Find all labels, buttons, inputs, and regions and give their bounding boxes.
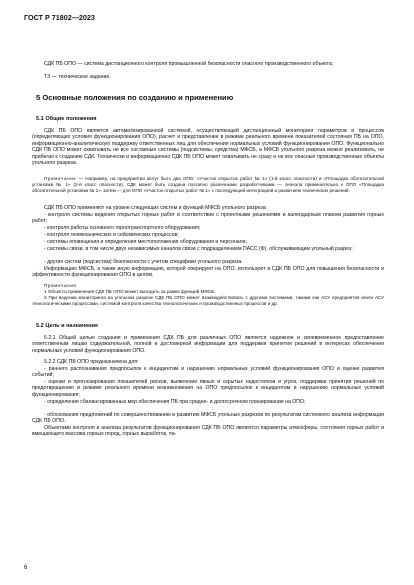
paragraph: 5.2.2 СДК ПБ ОПО предназначена для: (44, 359, 139, 365)
subsection-title: 5.1 Общие положения (36, 116, 97, 122)
intro-line-1: СДК ПБ ОПО — система дистанционного контроля промышленной безопасности опасного производственного объекта; (44, 61, 334, 67)
list-item: - контроля геомеханических и сейсмических процессов; (44, 232, 179, 238)
note-item: 2 При ведении мониторинга на угольном разрезе СДК ПБ ОПО может взаимодействовать с другими системами, такими как АСУ предприятия и/или АСУ технологическими процессами, системой контроля качества технологических и производственных процессов и др. (32, 295, 384, 306)
paragraph: СДК ПБ ОПО применяют на уровне следующих систем и функций МФСБ угольного разреза: (44, 205, 268, 211)
intro-line-2: ТЗ — техническое задание. (44, 74, 111, 80)
paragraph: Информацию МФСБ, а также иную информацию, которой оперируют на ОПО, используют в СДК ПБ ОПО для повышения безопасности и эффективности функционирования ОПО в целом. (32, 266, 384, 279)
list-item: - контроля системы ведения открытых горных работ в соответствии с проектными решениями и календарным планом развития горных работ; (32, 212, 384, 225)
subsection-title: 5.2 Цель и назначение (36, 323, 99, 329)
list-item: - определения сбалансированных мер обеспечения ПБ при средне- и долгосрочном планировании на ОПО; (44, 399, 306, 405)
note (32, 176, 384, 193)
list-item: - системы связи, в том числе двух независимых каналов связи с подразделением ПАСС (Ф), обслуживающим угольный разрез; (44, 246, 353, 252)
list-item: - других систем (подсистем) безопасности с учетом специфики угольного разреза. (44, 259, 243, 265)
paragraph: 5.2.1 Общей целью создания и применения СДК ПБ для различных ОПО является надежное и своевременное предоставление ответственным лицам содержательной, полной и достоверной информации для поддержки принятия решений в интересах обеспечения нормальных условий функционирования ОПО. (32, 335, 384, 354)
page-header: ГОСТ Р 71802—2023 (24, 13, 95, 22)
list-item: - системы оповещения и определения местоположения оборудования и персонала; (44, 239, 247, 245)
paragraph: Объектами контроля и анализа результатов функционирования СДК ПБ ОПО являются параметры атмосферы, состояния горных работ и вмещающего массива горных пород, горных выработок, па- (32, 425, 384, 438)
list-item: - оценки и прогнозирования показателей рисков, выявления явных и скрытых недостатков и угроз, поддержки принятия решений по предотвращению в режиме реального времени возникновения на ОПО предпосылок к инцидентам и нарушению нормальных условий функционирования; (32, 379, 384, 398)
note-text: — Например, на предприятии могут быть два ОПО: «Участок открытых работ № 1» (1-й класс опасности) и «Площадка обогатительной установки № 1» (2-й класс опасности). СДК может быть создана поэтапно различными разработчиками — сначала применительно к ОПО «Площадка обогатительной установки № 1», затем — для ОПО «Участок открытых работ № 1» с последующей интеграцией и развитием технических решений. (32, 176, 384, 193)
note-label: Примечание (44, 176, 77, 181)
paragraph: СДК ПБ ОПО является автоматизированной системой, осуществляющей дистанционный мониторинг параметров и процессов (определяющих условия функционирования ОПО), расчет и представление в режиме реального времени показателей состояния ПБ на ОПО, информационно-аналитическую поддержку ответственных лиц для обеспечения нормальных условий функционирования ОПО. Функционально СДК ПБ ОПО может охватывать не все составные системы (подсистемы, средства) МФСБ, а МФСБ угольного разреза можно реализовать, не прибегая к созданию СДК. Технически и информационно СДК ПБ ОПО может охватывать не сразу и не все опасные производственные объекты угольного разреза. (32, 128, 384, 167)
list-item: - обоснования предложений по совершенствованию и развитию МФСБ угольных разрезов по результатам системного анализа информации СДК ПБ ОПО. (32, 412, 384, 425)
list-item: - контроля работы основного горнотранспортного оборудования; (44, 225, 201, 231)
list-item: - раннего распознавания предпосылок к инцидентам и нарушению нормальных условий функционирования ОПО и оценки развития событий; (32, 366, 384, 379)
section-title: 5 Основные положения по созданию и применению (36, 93, 234, 102)
page-number: 6 (24, 565, 28, 571)
notes-label: Примечания (44, 283, 77, 288)
note-item: 1 Объекты применения СДК ПБ ОПО может выходить за рамки функций МФСБ. (44, 289, 216, 294)
